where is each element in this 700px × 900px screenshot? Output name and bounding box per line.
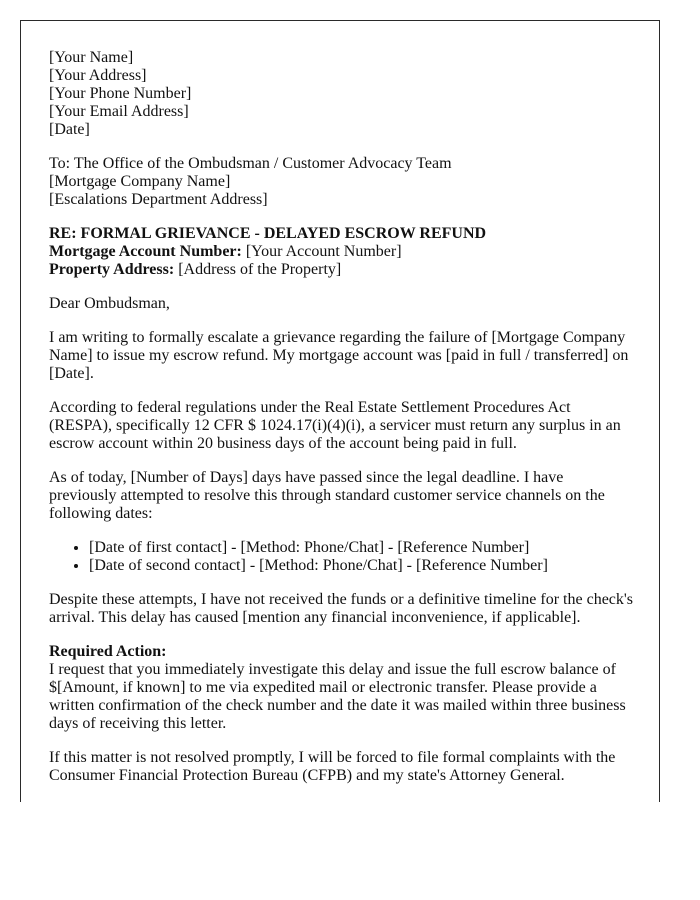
sender-date: [Date] (49, 121, 90, 138)
recipient-address: [Escalations Department Address] (49, 191, 268, 208)
account-number-label: Mortgage Account Number: (49, 243, 242, 260)
sender-address: [Your Address] (49, 67, 147, 84)
account-number-line (49, 243, 633, 261)
required-action-heading: Required Action: (49, 643, 167, 660)
sender-block (49, 49, 633, 139)
paragraph-intro: I am writing to formally escalate a grievance regarding the failure of [Mortgage Company Name] to issue my escrow refund. My mortgage account was [paid in full / transferred] on [Date]. (49, 329, 629, 382)
contact-attempts-list (49, 539, 633, 575)
sender-phone: [Your Phone Number] (49, 85, 192, 102)
subject-block (49, 225, 633, 279)
subject-line: RE: FORMAL GRIEVANCE - DELAYED ESCROW REFUND (49, 225, 487, 242)
recipient-to: To: The Office of the Ombudsman / Customer Advocacy Team (49, 155, 452, 172)
paragraph-despite: Despite these attempts, I have not received the funds or a definitive timeline for the check's arrival. This delay has caused [mention any financial inconvenience, if applicable]. (49, 591, 634, 626)
letter-page (20, 20, 660, 802)
recipient-block (49, 155, 633, 209)
sender-name: [Your Name] (49, 49, 134, 66)
recipient-company: [Mortgage Company Name] (49, 173, 231, 190)
paragraph-regulation: According to federal regulations under the Real Estate Settlement Procedures Act (RESPA), specifically 12 CFR $ 1024.17(i)(4)(i), a servicer must return any surplus in an escrow account within 20 business days of the account being paid in full. (49, 399, 621, 452)
property-address-line (49, 261, 633, 279)
property-address-label: Property Address: (49, 261, 175, 278)
contact-attempt-item: • [Date of first contact] - [Method: Phone/Chat] - [Reference Number] (89, 539, 633, 557)
required-action-block (49, 643, 633, 733)
salutation: Dear Ombudsman, (49, 295, 170, 312)
contact-attempt-item: • [Date of second contact] - [Method: Phone/Chat] - [Reference Number] (89, 557, 633, 575)
required-action-text: I request that you immediately investigate this delay and issue the full escrow balance of $[Amount, if known] to me via expedited mail or electronic transfer. Please provide a written confirmation of the check number and the date it was mailed within three business days of receiving this letter. (49, 661, 626, 732)
paragraph-consequence: If this matter is not resolved promptly, I will be forced to file formal complaints with the Consumer Financial Protection Bureau (CFPB) and my state's Attorney General. (49, 749, 616, 784)
paragraph-prior-attempts: As of today, [Number of Days] days have passed since the legal deadline. I have previously attempted to resolve this through standard customer service channels on the following dates: (49, 469, 605, 522)
letter-content (49, 49, 633, 801)
property-address-value: [Address of the Property] (174, 261, 342, 278)
sender-email: [Your Email Address] (49, 103, 189, 120)
account-number-value: [Your Account Number] (241, 243, 402, 260)
